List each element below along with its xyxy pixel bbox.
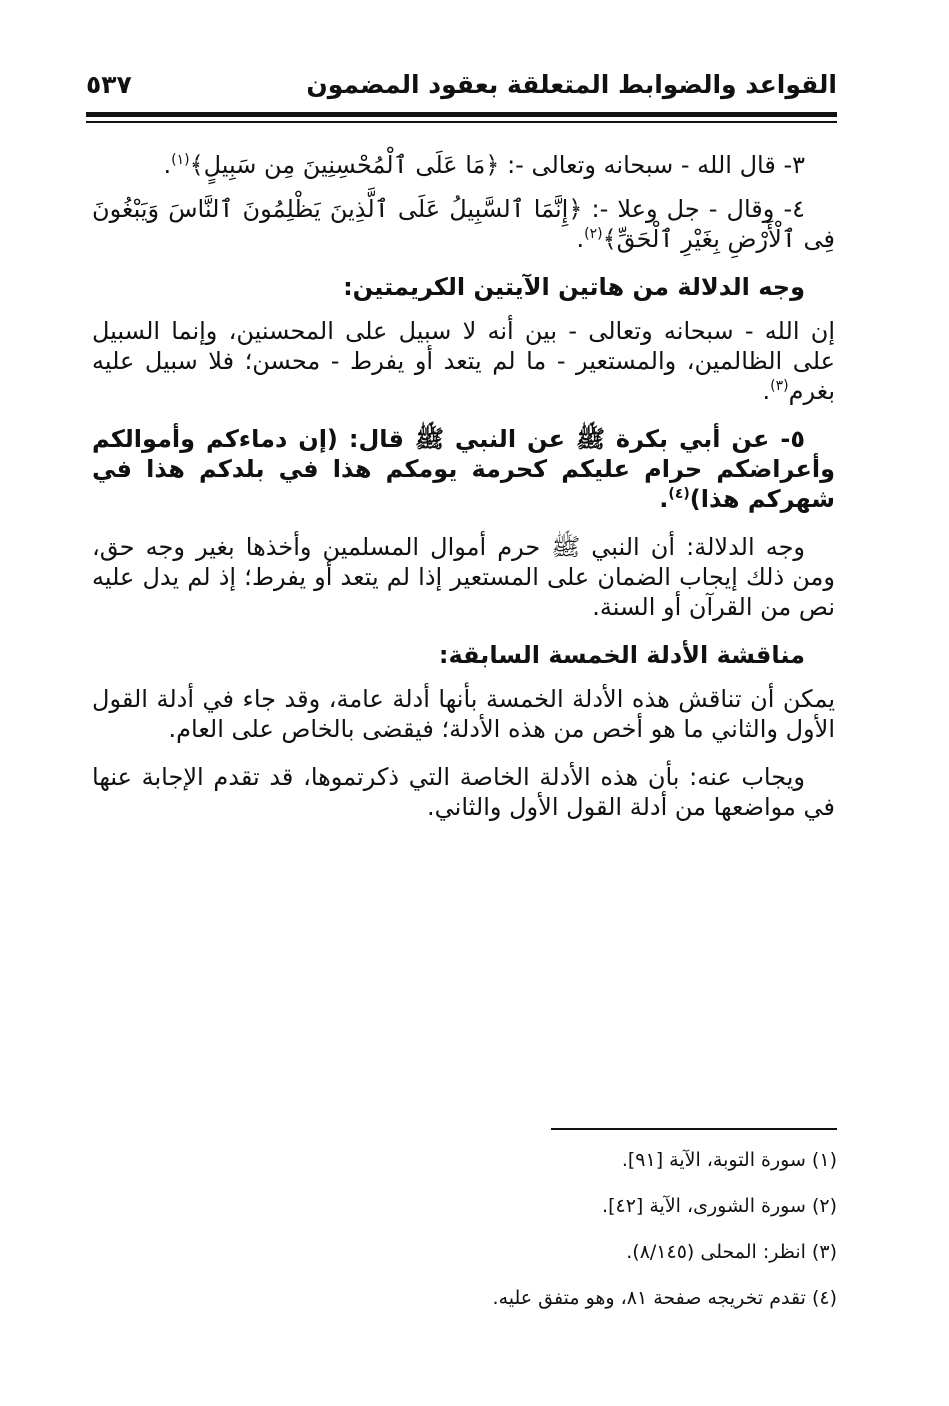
- main-text: [92, 150, 835, 840]
- paragraph-verses-explanation: إن الله - سبحانه وتعالى - بين أنه لا سبيل على المحسنين، وإنما السبيل على الظالمين، والمستعير - ما لم يتعد أو يفرط - محسن؛ فلا سبيل عليه بغرم$^{(٣)}$.: [92, 317, 835, 405]
- footnote-2: (٢) سورة الشورى، الآية [٤٢].: [602, 1195, 837, 1217]
- footnote-ref-4: (٤): [668, 486, 690, 502]
- footnote-4: (٤) تقدم تخريجه صفحة ٨١، وهو متفق عليه.: [492, 1287, 837, 1309]
- footnotes: [200, 1148, 837, 1332]
- header-rule-thick: [86, 112, 837, 117]
- paragraph-verse-4: ٤- وقال - جل وعلا -: ﴿إِنَّمَا ٱلسَّبِيلُ عَلَى ٱلَّذِينَ يَظْلِمُونَ ٱلنَّاسَ وَيَبْغُونَ فِى ٱلْأَرْضِ بِغَيْرِ ٱلْحَقِّ﴾$^{(٢)}$.: [92, 195, 835, 253]
- paragraph-verse-3: ٣- قال الله - سبحانه وتعالى -: ﴿مَا عَلَى ٱلْمُحْسِنِينَ مِن سَبِيلٍ﴾$^{(١)}$.: [163, 151, 805, 179]
- footnote-ref-1: (١): [171, 152, 190, 168]
- page-header: [86, 66, 837, 110]
- paragraph-hadith-5: ٥- عن أبي بكرة ﷺ عن النبي ﷺ قال: (إن دماءكم وأموالكم وأعراضكم حرام عليكم كحرمة يومكم هذا في بلدكم هذا في شهركم هذا)$^{(٤)}$.: [92, 425, 835, 513]
- footnote-ref-2: (٢): [584, 226, 603, 242]
- footnote-separator: [551, 1128, 837, 1130]
- running-title: القواعد والضوابط المتعلقة بعقود المضمون: [306, 70, 837, 99]
- paragraph-discussion: يمكن أن تناقش هذه الأدلة الخمسة بأنها أدلة عامة، وقد جاء في أدلة القول الأول والثاني ما هو أخص من هذه الأدلة؛ فيقضى بالخاص على العام.: [92, 685, 835, 743]
- footnote-1: (١) سورة التوبة، الآية [٩١].: [621, 1149, 837, 1171]
- heading-verses-indication: وجه الدلالة من هاتين الآيتين الكريمتين:: [343, 273, 805, 301]
- heading-discussion: مناقشة الأدلة الخمسة السابقة:: [438, 641, 805, 669]
- page-number: ٥٣٧: [86, 70, 132, 99]
- paragraph-hadith-indication: وجه الدلالة: أن النبي ﷺ حرم أموال المسلمين وأخذها بغير وجه حق، ومن ذلك إيجاب الضمان على المستعير إذا لم يتعد أو يفرط؛ إذ لم يدل عليه نص من القرآن أو السنة.: [92, 533, 835, 621]
- footnote-ref-3: (٣): [770, 378, 789, 394]
- header-rule-thin: [86, 121, 837, 123]
- footnote-3: (٣) انظر: المحلى (٨/١٤٥).: [626, 1241, 837, 1263]
- paragraph-response: ويجاب عنه: بأن هذه الأدلة الخاصة التي ذكرتموها، قد تقدم الإجابة عنها في مواضعها من أدلة القول الأول والثاني.: [92, 763, 835, 821]
